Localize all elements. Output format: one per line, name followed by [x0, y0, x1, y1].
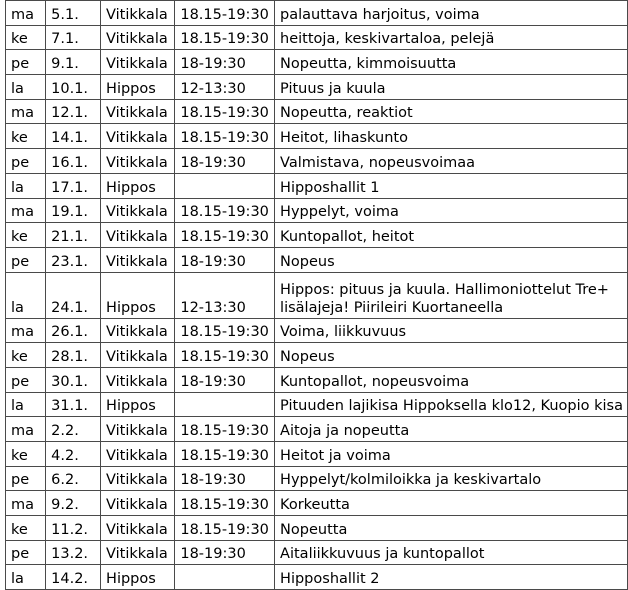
date-cell: 5.1. — [46, 1, 101, 26]
weekday-cell: la — [6, 173, 46, 198]
location-cell: Vitikkala — [101, 124, 175, 149]
location-cell: Vitikkala — [101, 466, 175, 491]
date-cell: 16.1. — [46, 149, 101, 174]
activity-cell: Hyppelyt/kolmiloikka ja keskivartalo — [275, 466, 628, 491]
table-row — [6, 516, 628, 541]
schedule-body — [6, 1, 628, 590]
table-row — [6, 417, 628, 442]
location-cell: Vitikkala — [101, 367, 175, 392]
location-cell: Hippos — [101, 565, 175, 590]
date-cell: 7.1. — [46, 25, 101, 50]
weekday-cell: ma — [6, 198, 46, 223]
date-cell: 28.1. — [46, 343, 101, 368]
time-cell: 12-13:30 — [175, 75, 275, 100]
date-cell: 4.2. — [46, 442, 101, 467]
time-cell: 18.15-19:30 — [175, 223, 275, 248]
table-row — [6, 272, 628, 318]
table-row — [6, 392, 628, 417]
table-row — [6, 565, 628, 590]
location-cell: Vitikkala — [101, 417, 175, 442]
table-row — [6, 25, 628, 50]
time-cell: 18.15-19:30 — [175, 198, 275, 223]
table-row — [6, 50, 628, 75]
activity-cell: Aitoja ja nopeutta — [275, 417, 628, 442]
location-cell: Hippos — [101, 173, 175, 198]
weekday-cell: ma — [6, 417, 46, 442]
date-cell: 24.1. — [46, 272, 101, 318]
date-cell: 31.1. — [46, 392, 101, 417]
table-row — [6, 540, 628, 565]
activity-cell: Nopeus — [275, 343, 628, 368]
time-cell: 12-13:30 — [175, 272, 275, 318]
time-cell — [175, 392, 275, 417]
activity-cell: Kuntopallot, heitot — [275, 223, 628, 248]
table-row — [6, 318, 628, 343]
activity-cell: heittoja, keskivartaloa, pelejä — [275, 25, 628, 50]
time-cell — [175, 565, 275, 590]
date-cell: 9.2. — [46, 491, 101, 516]
weekday-cell: ke — [6, 516, 46, 541]
location-cell: Vitikkala — [101, 223, 175, 248]
table-row — [6, 124, 628, 149]
time-cell: 18.15-19:30 — [175, 124, 275, 149]
weekday-cell: pe — [6, 367, 46, 392]
date-cell: 17.1. — [46, 173, 101, 198]
table-row — [6, 466, 628, 491]
weekday-cell: ma — [6, 1, 46, 26]
date-cell: 21.1. — [46, 223, 101, 248]
time-cell: 18.15-19:30 — [175, 343, 275, 368]
date-cell: 14.1. — [46, 124, 101, 149]
time-cell: 18-19:30 — [175, 149, 275, 174]
time-cell: 18.15-19:30 — [175, 1, 275, 26]
weekday-cell: la — [6, 392, 46, 417]
activity-cell: Hipposhallit 2 — [275, 565, 628, 590]
activity-cell: Nopeutta — [275, 516, 628, 541]
time-cell: 18.15-19:30 — [175, 491, 275, 516]
table-row — [6, 367, 628, 392]
date-cell: 6.2. — [46, 466, 101, 491]
time-cell: 18-19:30 — [175, 367, 275, 392]
location-cell: Vitikkala — [101, 442, 175, 467]
activity-cell: Voima, liikkuvuus — [275, 318, 628, 343]
weekday-cell: la — [6, 565, 46, 590]
time-cell: 18.15-19:30 — [175, 99, 275, 124]
location-cell: Vitikkala — [101, 318, 175, 343]
activity-cell: Heitot, lihaskunto — [275, 124, 628, 149]
table-row — [6, 198, 628, 223]
activity-cell: Kuntopallot, nopeusvoima — [275, 367, 628, 392]
time-cell: 18.15-19:30 — [175, 417, 275, 442]
date-cell: 14.2. — [46, 565, 101, 590]
table-row — [6, 99, 628, 124]
location-cell: Hippos — [101, 75, 175, 100]
activity-cell: Aitaliikkuvuus ja kuntopallot — [275, 540, 628, 565]
table-row — [6, 223, 628, 248]
weekday-cell: la — [6, 272, 46, 318]
weekday-cell: ke — [6, 442, 46, 467]
table-row — [6, 247, 628, 272]
table-row — [6, 343, 628, 368]
activity-cell: Heitot ja voima — [275, 442, 628, 467]
weekday-cell: la — [6, 75, 46, 100]
activity-cell: Hyppelyt, voima — [275, 198, 628, 223]
date-cell: 10.1. — [46, 75, 101, 100]
weekday-cell: ke — [6, 25, 46, 50]
location-cell: Hippos — [101, 272, 175, 318]
activity-cell: Pituuden lajikisa Hippoksella klo12, Kuopio kisa — [275, 392, 628, 417]
date-cell: 26.1. — [46, 318, 101, 343]
activity-cell: Hipposhallit 1 — [275, 173, 628, 198]
weekday-cell: ma — [6, 318, 46, 343]
time-cell: 18.15-19:30 — [175, 442, 275, 467]
table-row — [6, 173, 628, 198]
location-cell: Vitikkala — [101, 149, 175, 174]
time-cell: 18-19:30 — [175, 540, 275, 565]
weekday-cell: pe — [6, 466, 46, 491]
table-row — [6, 491, 628, 516]
date-cell: 9.1. — [46, 50, 101, 75]
weekday-cell: pe — [6, 50, 46, 75]
activity-cell: Pituus ja kuula — [275, 75, 628, 100]
activity-cell: Valmistava, nopeusvoimaa — [275, 149, 628, 174]
date-cell: 12.1. — [46, 99, 101, 124]
location-cell: Vitikkala — [101, 198, 175, 223]
activity-cell: Nopeutta, reaktiot — [275, 99, 628, 124]
date-cell: 2.2. — [46, 417, 101, 442]
weekday-cell: ke — [6, 124, 46, 149]
weekday-cell: ma — [6, 99, 46, 124]
date-cell: 13.2. — [46, 540, 101, 565]
weekday-cell: ke — [6, 343, 46, 368]
activity-cell: Korkeutta — [275, 491, 628, 516]
location-cell: Vitikkala — [101, 99, 175, 124]
weekday-cell: pe — [6, 149, 46, 174]
table-row — [6, 442, 628, 467]
weekday-cell: ke — [6, 223, 46, 248]
time-cell: 18-19:30 — [175, 50, 275, 75]
table-row — [6, 75, 628, 100]
date-cell: 30.1. — [46, 367, 101, 392]
weekday-cell: pe — [6, 540, 46, 565]
location-cell: Vitikkala — [101, 247, 175, 272]
activity-cell: Nopeutta, kimmoisuutta — [275, 50, 628, 75]
location-cell: Vitikkala — [101, 50, 175, 75]
location-cell: Vitikkala — [101, 516, 175, 541]
weekday-cell: pe — [6, 247, 46, 272]
activity-cell: Nopeus — [275, 247, 628, 272]
location-cell: Vitikkala — [101, 1, 175, 26]
date-cell: 19.1. — [46, 198, 101, 223]
time-cell: 18-19:30 — [175, 466, 275, 491]
table-row — [6, 149, 628, 174]
location-cell: Vitikkala — [101, 25, 175, 50]
location-cell: Vitikkala — [101, 491, 175, 516]
location-cell: Vitikkala — [101, 540, 175, 565]
time-cell: 18.15-19:30 — [175, 318, 275, 343]
date-cell: 11.2. — [46, 516, 101, 541]
weekday-cell: ma — [6, 491, 46, 516]
date-cell: 23.1. — [46, 247, 101, 272]
time-cell: 18.15-19:30 — [175, 25, 275, 50]
location-cell: Hippos — [101, 392, 175, 417]
location-cell: Vitikkala — [101, 343, 175, 368]
table-row — [6, 1, 628, 26]
activity-cell: Hippos: pituus ja kuula. Hallimoniottelut Tre+ lisälajeja! Piirileiri Kuortaneella — [275, 272, 628, 318]
time-cell: 18.15-19:30 — [175, 516, 275, 541]
activity-cell: palauttava harjoitus, voima — [275, 1, 628, 26]
time-cell: 18-19:30 — [175, 247, 275, 272]
training-schedule-table — [5, 0, 628, 590]
time-cell — [175, 173, 275, 198]
